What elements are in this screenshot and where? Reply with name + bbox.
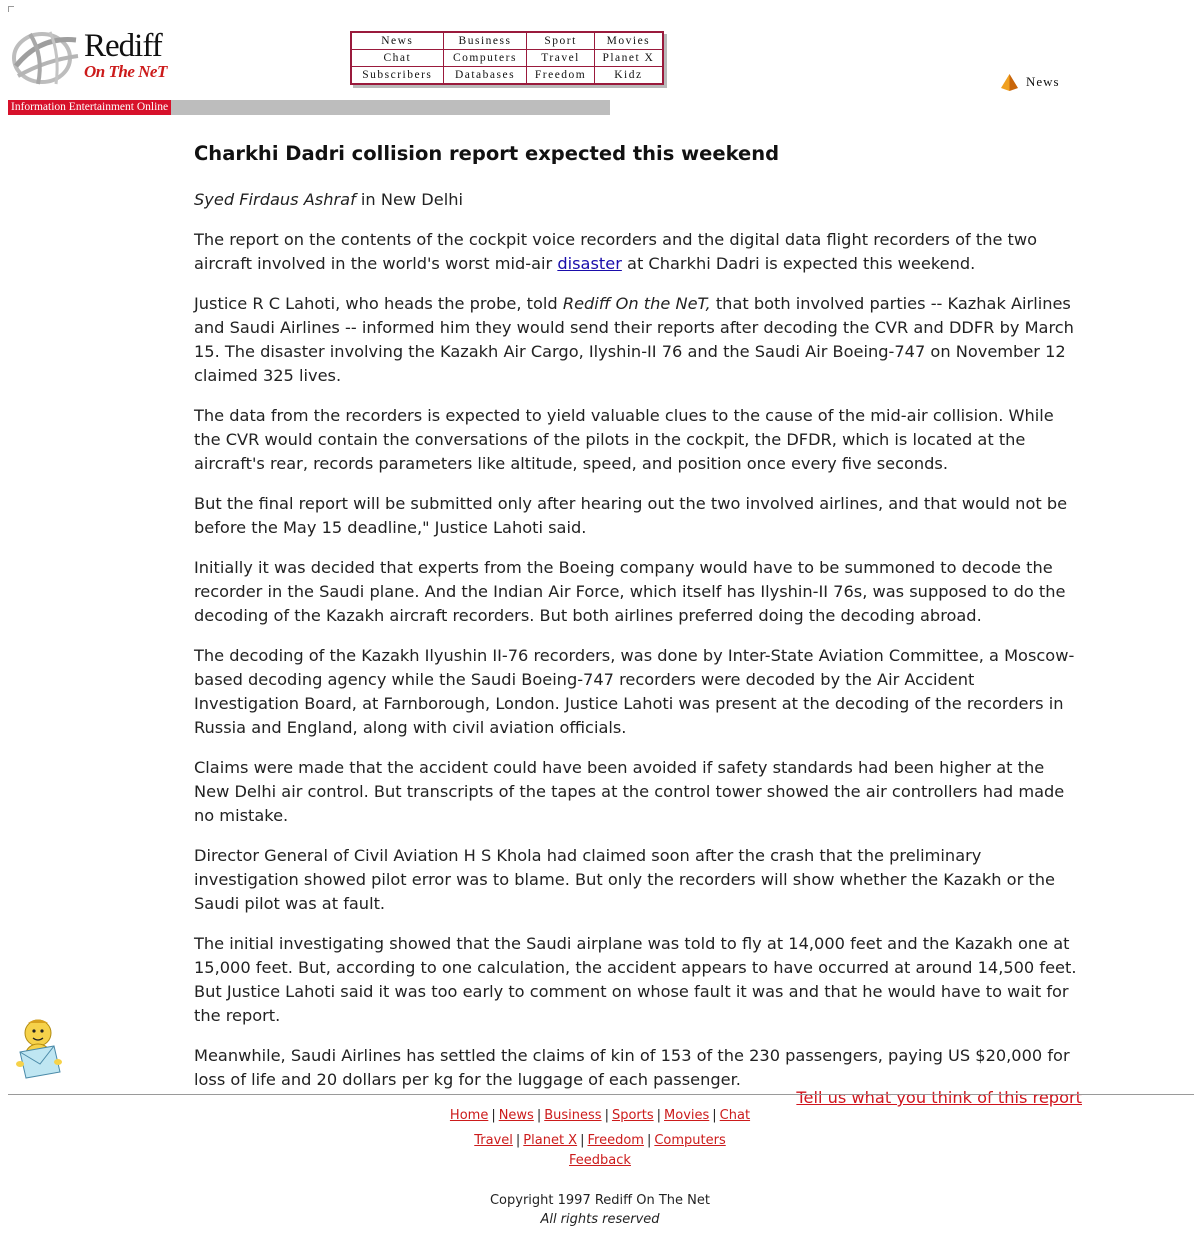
logo-word-rediff: Rediff (84, 28, 162, 64)
separator: | (712, 1108, 717, 1123)
paragraph-2 (194, 292, 1082, 388)
separator: | (646, 1133, 652, 1148)
paragraph-5: Initially it was decided that experts from the Boeing company would have to be summoned to decode the recorder in the Saudi plane. And the Indian Air Force, which itself has Ilyshin-II 76s, was supposed to do the decoding of the Kazakh aircraft recorders. But both airlines preferred doing the decoding abroad. (194, 558, 1066, 625)
broken-image-placeholder (8, 6, 14, 12)
footer-divider (8, 1094, 1194, 1095)
footer-sports-link[interactable]: Sports (611, 1108, 654, 1123)
p2-text-after: that both involved parties -- Kazhak Airlines and Saudi Airlines -- informed him they would send their reports after decoding the CVR and DDFR by March 15. The disaster involving the Kazakh Air Cargo, Ilyshin-II 76 and the Saudi Air Boeing-747 on November 12 claimed 325 lives. (194, 294, 1074, 385)
nav-news[interactable]: News (352, 33, 444, 50)
news-section-link[interactable] (1000, 72, 1060, 92)
publication-name: Rediff On the NeT, (562, 294, 711, 313)
paragraph-10: Meanwhile, Saudi Airlines has settled the claims of kin of 153 of the 230 passengers, paying US $20,000 for loss of life and 20 dollars per kg for the luggage of each passenger. (194, 1046, 1070, 1089)
footer-business-link[interactable]: Business (544, 1108, 602, 1123)
article-byline (194, 188, 1082, 212)
footer-nav-row-3 (0, 1153, 1200, 1168)
separator: | (580, 1133, 585, 1148)
section-nav-grid (350, 31, 664, 85)
rediff-logo[interactable] (10, 26, 190, 92)
copyright-text: Copyright 1997 Rediff On The Net (489, 1193, 710, 1208)
nav-movies[interactable]: Movies (594, 33, 662, 50)
paragraph-3: The data from the recorders is expected to yield valuable clues to the cause of the mid-air collision. While the CVR would contain the conversations of the pilots in the cockpit, the DFDR, which is located at the aircraft's rear, records parameters like altitude, speed, and position once every five seconds. (194, 406, 1054, 473)
paragraph-9: The initial investigating showed that the Saudi airplane was told to fly at 14,000 feet and the Kazakh one at 15,000 feet. But, according to one calculation, the accident appears to have occurred at around 14,500 feet. But Justice Lahoti said it was too early to comment on whose fault it was and that he would have to wait for the report. (194, 934, 1077, 1025)
footer-home-link[interactable]: Home (449, 1108, 489, 1123)
mascot-mail-link[interactable] (14, 1016, 64, 1080)
footer-chat-link[interactable]: Chat (719, 1108, 751, 1123)
paragraph-4: But the final report will be submitted only after hearing out the two involved airlines, and that would not be before the May 15 deadline," Justice Lahoti said. (194, 494, 1068, 537)
footer-freedom-link[interactable]: Freedom (587, 1133, 644, 1148)
footer-travel-link[interactable]: Travel (474, 1133, 513, 1148)
nav-computers[interactable]: Computers (443, 50, 527, 67)
nav-subscribers[interactable]: Subscribers (352, 67, 444, 84)
article-body (194, 140, 1082, 1110)
footer-nav-row-2 (0, 1133, 1200, 1148)
p1-text-before: The report on the contents of the cockpit voice recorders and the digital data flight recorders of the two aircraft involved in the world's worst mid-air (194, 230, 1038, 273)
footer-movies-link[interactable]: Movies (664, 1108, 710, 1123)
separator: | (604, 1108, 609, 1123)
mascot-mail-icon (14, 1016, 64, 1080)
tagline: Information Entertainment Online (8, 100, 171, 115)
paragraph-8: Director General of Civil Aviation H S Khola had claimed soon after the crash that the preliminary investigation showed pilot error was to blame. But only the recorders will show whether the Kazakh or the Saudi pilot was at fault. (194, 846, 1055, 913)
nav-sport[interactable]: Sport (527, 33, 594, 50)
footer-computers-link[interactable]: Computers (654, 1133, 726, 1148)
separator: | (536, 1108, 542, 1123)
nav-kidz[interactable]: Kidz (594, 67, 662, 84)
nav-chat[interactable]: Chat (352, 50, 444, 67)
footer-news-link[interactable]: News (498, 1108, 534, 1123)
news-link-label: News (1026, 74, 1060, 89)
nav-business[interactable]: Business (443, 33, 527, 50)
author-name: Syed Firdaus Ashraf (194, 190, 356, 209)
nav-planet-x[interactable]: Planet X (594, 50, 662, 67)
separator: | (515, 1133, 521, 1148)
article-headline: Charkhi Dadri collision report expected this weekend (194, 142, 780, 165)
footer-planet-x-link[interactable]: Planet X (523, 1133, 578, 1148)
paragraph-7: Claims were made that the accident could have been avoided if safety standards had been higher at the New Delhi air control. But transcripts of the tapes at the control tower showed the air controllers had made no mistake. (194, 758, 1065, 825)
rights-text: All rights reserved (540, 1212, 660, 1227)
disaster-link[interactable]: disaster (557, 254, 622, 273)
paragraph-6: The decoding of the Kazakh Ilyushin II-76 recorders, was done by Inter-State Aviation Committee, a Moscow-based decoding agency while the Saudi Boeing-747 recorders were decoded by the Air Accident Investigation Board, at Farnborough, London. Justice Lahoti was present at the decoding of the recorders in Russia and England, along with civil aviation officials. (194, 646, 1075, 737)
paragraph-1 (194, 228, 1082, 276)
logo-word-onthenet: On The NeT (84, 62, 167, 81)
nav-travel[interactable]: Travel (527, 50, 594, 67)
p1-text-after: at Charkhi Dadri is expected this weekend. (621, 254, 976, 273)
footer-feedback-link[interactable]: Feedback (569, 1153, 631, 1168)
feedback-article-link[interactable]: Tell us what you think of this report (796, 1088, 1082, 1107)
separator: | (491, 1108, 496, 1123)
rediff-globe-icon (10, 26, 84, 88)
nav-freedom[interactable]: Freedom (527, 67, 594, 84)
nav-databases[interactable]: Databases (443, 67, 527, 84)
separator: | (656, 1108, 662, 1123)
p2-text-before: Justice R C Lahoti, who heads the probe, told (194, 294, 563, 313)
dateline: in New Delhi (355, 190, 463, 209)
copyright-block (0, 1191, 1200, 1229)
footer-nav-row-1 (0, 1108, 1200, 1123)
news-pyramid-icon (1000, 73, 1019, 92)
